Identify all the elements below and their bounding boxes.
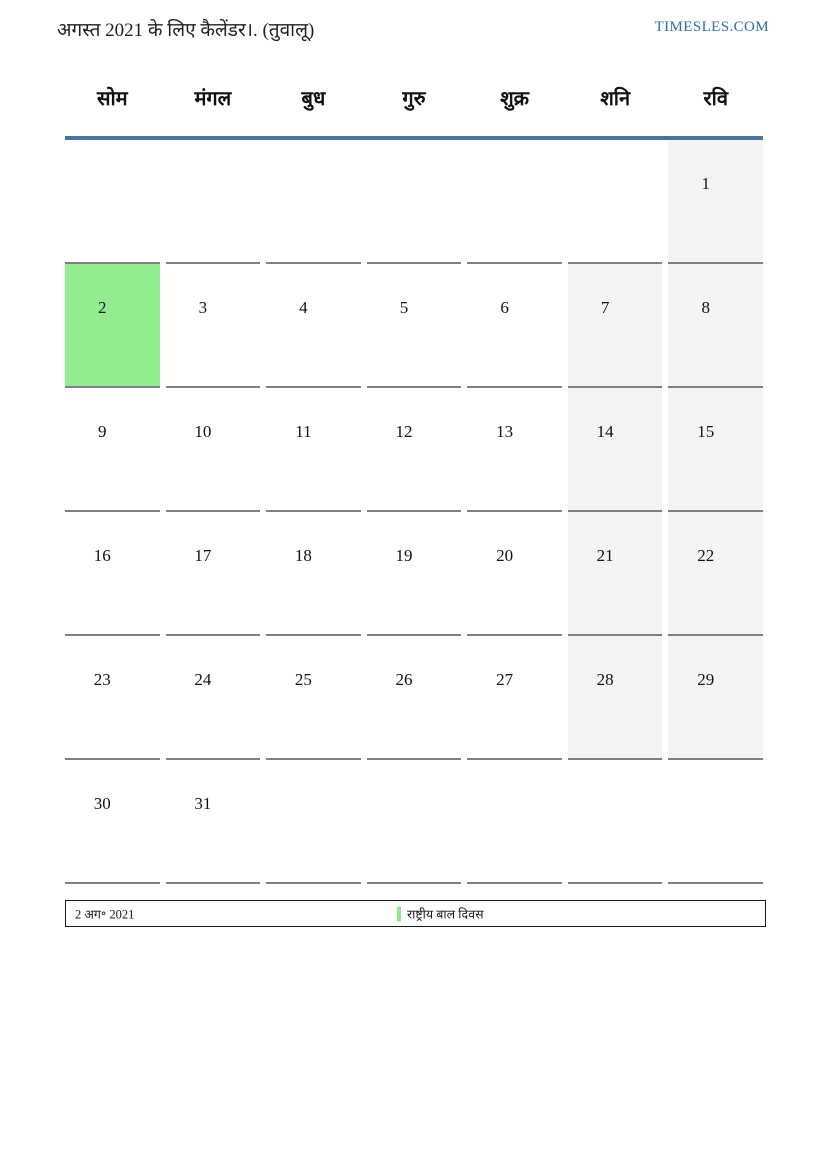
day-cell-9: 9 bbox=[65, 388, 160, 512]
calendar-grid bbox=[65, 136, 763, 884]
day-cell-empty bbox=[467, 760, 562, 884]
day-cell-29: 29 bbox=[668, 636, 763, 760]
day-cell-empty bbox=[166, 140, 261, 264]
weekday-header-2: बुध bbox=[301, 88, 326, 110]
day-cell-17: 17 bbox=[166, 512, 261, 636]
day-cell-13: 13 bbox=[467, 388, 562, 512]
day-cell-12: 12 bbox=[367, 388, 462, 512]
day-cell-7: 7 bbox=[568, 264, 663, 388]
day-cell-empty bbox=[367, 140, 462, 264]
day-cell-15: 15 bbox=[668, 388, 763, 512]
weekday-header-6: रवि bbox=[703, 88, 728, 110]
day-cell-26: 26 bbox=[367, 636, 462, 760]
weekday-header-row bbox=[65, 84, 763, 136]
legend-bar bbox=[65, 900, 766, 927]
day-cell-16: 16 bbox=[65, 512, 160, 636]
day-cell-1: 1 bbox=[668, 140, 763, 264]
day-cell-31: 31 bbox=[166, 760, 261, 884]
site-logo-link[interactable]: TIMESLES.COM bbox=[654, 19, 769, 35]
day-cell-11: 11 bbox=[266, 388, 361, 512]
day-cell-27: 27 bbox=[467, 636, 562, 760]
day-cell-3: 3 bbox=[166, 264, 261, 388]
day-cell-20: 20 bbox=[467, 512, 562, 636]
day-cell-empty bbox=[367, 760, 462, 884]
day-cell-19: 19 bbox=[367, 512, 462, 636]
day-cell-empty bbox=[266, 140, 361, 264]
day-cell-30: 30 bbox=[65, 760, 160, 884]
legend-event-label: राष्ट्रीय बाल दिवस bbox=[407, 907, 484, 921]
day-cell-5: 5 bbox=[367, 264, 462, 388]
day-cell-empty bbox=[668, 760, 763, 884]
weekday-header-1: मंगल bbox=[194, 88, 232, 110]
day-cell-empty bbox=[568, 760, 663, 884]
day-cell-2: 2 bbox=[65, 264, 160, 388]
day-cell-10: 10 bbox=[166, 388, 261, 512]
legend-date: 2 अग॰ 2021 bbox=[75, 907, 135, 921]
weekday-header-5: शनि bbox=[600, 88, 631, 110]
day-cell-empty bbox=[65, 140, 160, 264]
legend-event bbox=[397, 905, 484, 922]
calendar bbox=[65, 84, 763, 927]
day-cell-18: 18 bbox=[266, 512, 361, 636]
day-cell-6: 6 bbox=[467, 264, 562, 388]
page-title: अगस्त 2021 के लिए कैलेंडर।. (तुवालू) bbox=[57, 20, 315, 41]
day-cell-14: 14 bbox=[568, 388, 663, 512]
weekday-header-0: सोम bbox=[96, 88, 128, 110]
day-cell-25: 25 bbox=[266, 636, 361, 760]
day-cell-23: 23 bbox=[65, 636, 160, 760]
topbar bbox=[0, 0, 827, 42]
day-cell-21: 21 bbox=[568, 512, 663, 636]
day-cell-empty bbox=[266, 760, 361, 884]
weekday-header-3: गुरु bbox=[402, 88, 426, 110]
weekday-header-4: शुक्र bbox=[500, 88, 530, 110]
day-cell-empty bbox=[467, 140, 562, 264]
day-cell-8: 8 bbox=[668, 264, 763, 388]
day-cell-4: 4 bbox=[266, 264, 361, 388]
day-cell-24: 24 bbox=[166, 636, 261, 760]
day-cell-22: 22 bbox=[668, 512, 763, 636]
day-cell-empty bbox=[568, 140, 663, 264]
day-cell-28: 28 bbox=[568, 636, 663, 760]
holiday-marker-icon bbox=[397, 906, 401, 921]
